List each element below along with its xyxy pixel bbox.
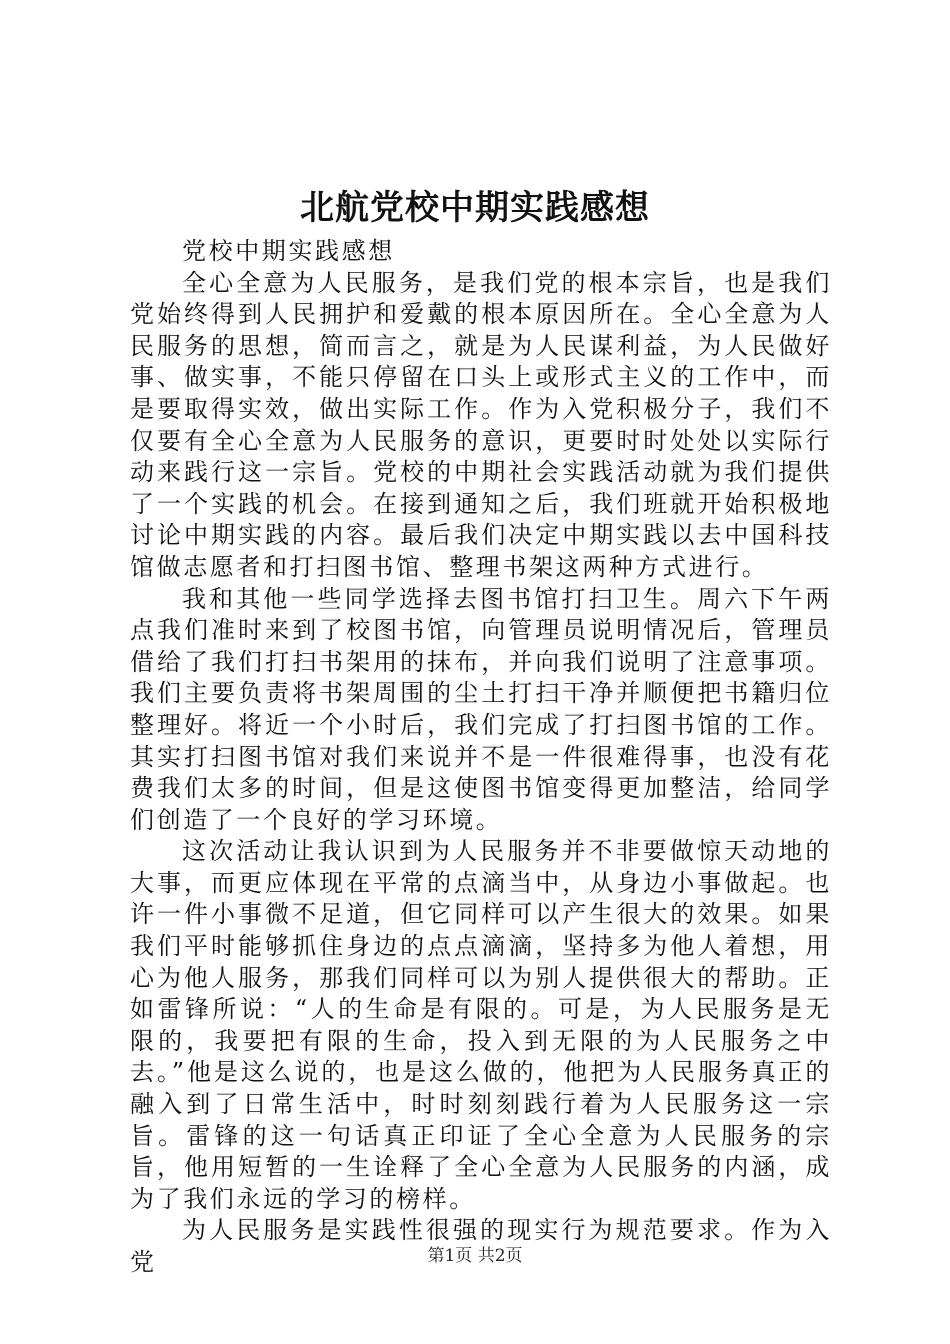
paragraph-3: 这次活动让我认识到为人民服务并不非要做惊天动地的大事，而更应体现在平常的点滴当中，从身边小事做起。也许一件小事微不足道，但它同样可以产生很大的效果。如果我们平时能够抓住身边的点点滴滴，坚持多为他人着想，用心为他人服务，那我们同样可以为别人提供很大的帮助。正如雷锋所说：“人的生命是有限的。可是，为人民服务是无限的，我要把有限的生命，投入到无限的为人民服务之中去。”他是这么说的，也是这么做的，他把为人民服务真正的融入到了日常生活中，时时刻刻践行着为人民服务这一宗旨。雷锋的这一句话真正印证了全心全意为人民服务的宗旨，他用短暂的一生诠释了全心全意为人民服务的内涵，成为了我们永远的学习的榜样。 [130,837,832,1213]
page-number-footer: 第1页 共2页 [427,1246,523,1266]
paragraph-2: 我和其他一些同学选择去图书馆打扫卫生。周六下午两点我们准时来到了校图书馆，向管理员说明情况后，管理员借给了我们打扫书架用的抹布，并向我们说明了注意事项。我们主要负责将书架周围的尘土打扫干净并顺便把书籍归位整理好。将近一个小时后，我们完成了打扫图书馆的工作。其实打扫图书馆对我们来说并不是一件很难得事，也没有花费我们太多的时间，但是这使图书馆变得更加整洁，给同学们创造了一个良好的学习环境。 [130,584,832,834]
document-title: 北航党校中期实践感想 [300,188,650,228]
paragraph-1: 全心全意为人民服务，是我们党的根本宗旨，也是我们党始终得到人民拥护和爱戴的根本原因所在。全心全意为人民服务的思想，简而言之，就是为人民谋利益，为人民做好事、做实事，不能只停留在口头上或形式主义的工作中，而是要取得实效，做出实际工作。作为入党积极分子，我们不仅要有全心全意为人民服务的意识，更要时时处处以实际行动来践行这一宗旨。党校的中期社会实践活动就为我们提供了一个实践的机会。在接到通知之后，我们班就开始积极地讨论中期实践的内容。最后我们决定中期实践以去中国科技馆做志愿者和打扫图书馆、整理书架这两种方式进行。 [130,268,832,581]
document-body [130,236,832,1279]
paragraph-4: 为人民服务是实践性很强的现实行为规范要求。作为入党 [130,1216,832,1276]
document-subtitle: 党校中期实践感想 [182,237,395,265]
